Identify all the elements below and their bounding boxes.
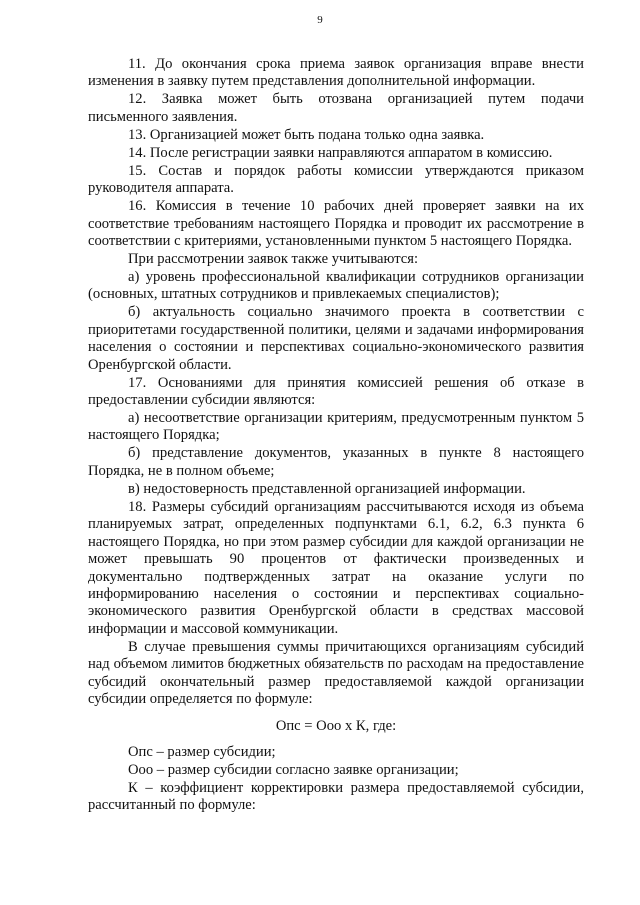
paragraph-item-17: 17. Основаниями для принятия комиссией решения об отказе в предоставлении субсидии являются: <box>88 374 584 409</box>
formula: Опс = Ооо x К, где: <box>275 718 397 735</box>
paragraph-excess-case: В случае превышения суммы причитающихся организациям субсидий над объемом лимитов бюджетных обязательств по расходам на предоставление субсидий окончательный размер предоставляемой каждой организации субсидии определяется по формуле: <box>88 638 584 707</box>
paragraph-item-11: 11. До окончания срока приема заявок организация вправе внести изменения в заявку путем представления дополнительной информации. <box>88 56 584 90</box>
definition-k: К – коэффициент корректировки размера предоставляемой субсидии, рассчитанный по формуле: <box>88 779 584 814</box>
paragraph-refusal-b: б) представление документов, указанных в пункте 8 настоящего Порядка, не в полном объеме; <box>88 445 584 479</box>
paragraph-item-14: 14. После регистрации заявки направляются аппаратом в комиссию. <box>128 144 553 161</box>
definition-ops: Опс – размер субсидии; <box>128 743 276 760</box>
paragraph-refusal-c: в) недостоверность представленной организацией информации. <box>128 480 526 497</box>
definition-ooo: Ооо – размер субсидии согласно заявке организации; <box>128 761 459 778</box>
paragraph-item-13: 13. Организацией может быть подана только одна заявка. <box>128 126 485 143</box>
paragraph-subitem-a: а) уровень профессиональной квалификации сотрудников организации (основных, штатных сотрудников и привлекаемых специалистов); <box>88 269 584 303</box>
page-number: 9 <box>317 14 323 26</box>
paragraph-item-18: 18. Размеры субсидий организациям рассчитываются исходя из объема планируемых затрат, определенных подпунктами 6.1, 6.2, 6.3 пункта 6 настоящего Порядка, но при этом размер субсидии для каждой организации не может превышать 90 процентов от фактически произведенных и документально подтвержденных затрат на оказание услуги по информированию населения о состоянии и перспективах социально-экономического развития Оренбургской области в средствах массовой информации и массовой коммуникации. <box>88 498 584 637</box>
paragraph-considerations-intro: При рассмотрении заявок также учитываются: <box>128 251 419 268</box>
paragraph-item-12: 12. Заявка может быть отозвана организацией путем подачи письменного заявления. <box>88 91 584 125</box>
paragraph-refusal-a: а) несоответствие организации критериям, предусмотренным пунктом 5 настоящего Порядка; <box>88 410 584 444</box>
paragraph-item-15: 15. Состав и порядок работы комиссии утверждаются приказом руководителя аппарата. <box>88 162 584 197</box>
paragraph-subitem-b: б) актуальность социально значимого проекта в соответствии с приоритетами государственной политики, целями и задачами информирования населения о состоянии и перспективах социально-экономического развития Оренбургской области. <box>88 304 584 373</box>
document-body <box>88 56 584 815</box>
paragraph-item-16: 16. Комиссия в течение 10 рабочих дней проверяет заявки на их соответствие требованиям настоящего Порядка и проводит их рассмотрение в соответствии с критериями, установленными пунктом 5 настоящего Порядка. <box>88 198 584 250</box>
